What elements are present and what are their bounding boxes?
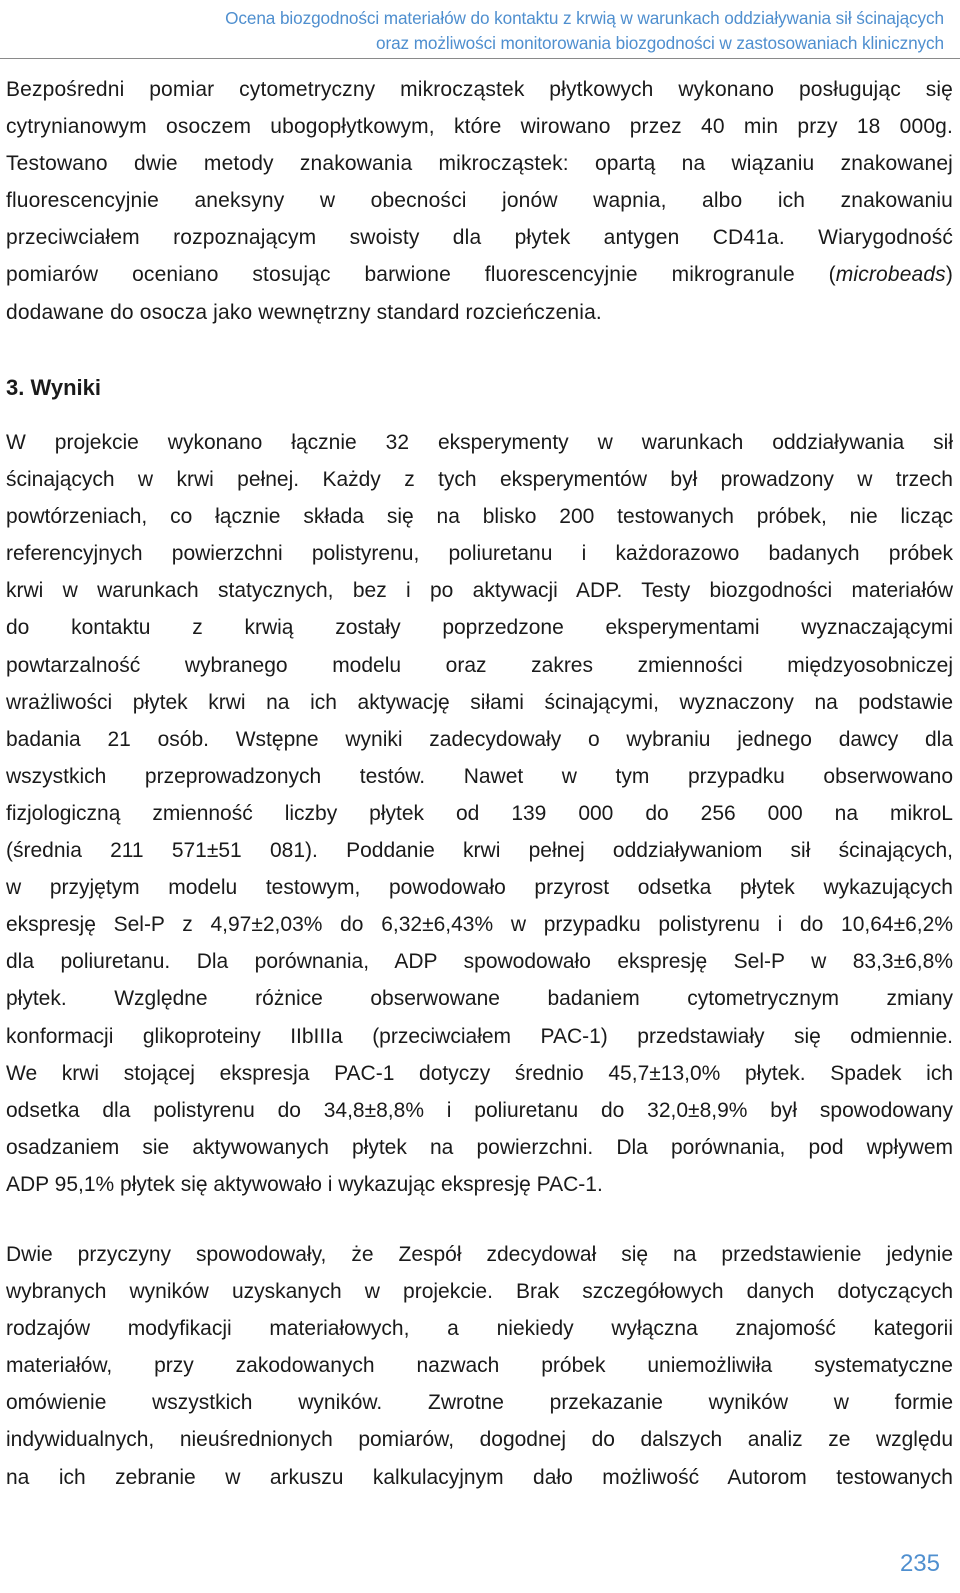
text-line: We krwi stojącej ekspresja PAC-1 dotyczy średnio 45,7±13,0% płytek. Spadek ich — [6, 1061, 953, 1085]
text-line: (średnia 211 571±51 081). Poddanie krwi pełnej oddziaływaniom sił ścinających, — [6, 839, 953, 863]
text-line: przeciwciałem rozpoznającym swoisty dla płytek antygen CD41a. Wiarygodność — [6, 226, 953, 250]
text-line: ADP 95,1% płytek się aktywowało i wykazując ekspresję PAC-1. — [6, 1172, 603, 1196]
text-line: referencyjnych powierzchni polistyrenu, poliuretanu i każdorazowo badanych próbek — [6, 542, 953, 566]
text-line: W projekcie wykonano łącznie 32 eksperymenty w warunkach oddziaływania sił — [6, 431, 953, 454]
text-line: Dwie przyczyny spowodowały, że Zespół zdecydował się na przedstawienie jedynie — [6, 1243, 953, 1266]
running-header-line-2: oraz możliwości monitorowania biozgodności w zastosowaniach klinicznych — [376, 33, 944, 53]
text-line: krwi w warunkach statycznych, bez i po aktywacji ADP. Testy biozgodności materiałów — [6, 579, 953, 603]
paragraph-limitations — [6, 1236, 953, 1496]
text-line: wybranych wyników uzyskanych w projekcie. Brak szczegółowych danych dotyczących — [6, 1280, 953, 1304]
text-line: powtarzalność wybranego modelu oraz zakres zmienności międzyosobniczej — [6, 653, 953, 677]
text-line: fizjologiczną zmienność liczby płytek od 139 000 do 256 000 na mikroL — [6, 801, 953, 825]
text-line: ekspresję Sel-P z 4,97±2,03% do 6,32±6,43% w przypadku polistyrenu i do 10,64±6,2% — [6, 913, 953, 937]
text-line: badania 21 osób. Wstępne wyniki zadecydowały o wybraniu jednego dawcy dla — [6, 727, 953, 751]
text-line: omówienie wszystkich wyników. Zwrotne przekazanie wyników w formie — [6, 1391, 953, 1415]
text-line: dodawane do osocza jako wewnętrzny standard rozcieńczenia. — [6, 300, 602, 324]
text-line: do kontaktu z krwią zostały poprzedzone eksperymentami wyznaczającymi — [6, 616, 953, 640]
text-line: fluorescencyjnie aneksyny w obecności jonów wapnia, albo ich znakowaniu — [6, 189, 953, 213]
text-segment: ) — [945, 263, 953, 287]
running-header-line-1: Ocena biozgodności materiałów do kontaktu z krwią w warunkach oddziaływania sił ścinających — [225, 8, 944, 28]
text-line: indywidualnych, nieuśrednionych pomiarów, dogodnej do dalszych analiz ze względu — [6, 1428, 953, 1452]
text-line: płytek. Względne różnice obserwowane badaniem cytometrycznym zmiany — [6, 987, 953, 1011]
text-line: dla poliuretanu. Dla porównania, ADP spowodowało ekspresję Sel-P w 83,3±6,8% — [6, 950, 953, 974]
page-number: 235 — [899, 1550, 940, 1577]
text-line: wrażliwości płytek krwi na ich aktywację siłami ścinającymi, wyznaczony na podstawie — [6, 690, 953, 714]
text-line: wszystkich przeprowadzonych testów. Nawet w tym przypadku obserwowano — [6, 764, 953, 788]
header-divider — [0, 58, 960, 59]
section-heading: 3. Wyniki — [6, 375, 101, 400]
text-line: na ich zebranie w arkuszu kalkulacyjnym dało możliwość Autorom testowanych — [6, 1465, 953, 1489]
text-line: powtórzeniach, co łącznie składa się na blisko 200 testowanych próbek, nie licząc — [6, 505, 953, 529]
paragraph-results — [6, 424, 953, 1203]
running-header — [44, 6, 944, 56]
text-line: odsetka dla polistyrenu do 34,8±8,8% i poliuretanu do 32,0±8,9% był spowodowany — [6, 1098, 953, 1122]
text-line: ścinających w krwi pełnej. Każdy z tych eksperymentów był prowadzony w trzech — [6, 468, 953, 492]
text-line: osadzaniem sie aktywowanych płytek na powierzchni. Dla porównania, pod wpływem — [6, 1135, 953, 1159]
text-line: Testowano dwie metody znakowania mikrocząstek: opartą na wiązaniu znakowanej — [6, 152, 953, 176]
text-line: rodzajów modyfikacji materiałowych, a niekiedy wyłączna znajomość kategorii — [6, 1317, 953, 1341]
paragraph-methods-microparticles — [6, 71, 953, 331]
text-line — [6, 256, 953, 293]
italic-term: microbeads — [835, 263, 946, 287]
text-line: Bezpośredni pomiar cytometryczny mikrocząstek płytkowych wykonano posługując się — [6, 78, 953, 101]
text-line: cytrynianowym osoczem ubogopłytkowym, które wirowano przez 40 min przy 18 000g. — [6, 115, 953, 139]
text-line: materiałów, przy zakodowanych nazwach próbek uniemożliwiła systematyczne — [6, 1354, 953, 1378]
text-line: konformacji glikoproteiny IIbIIIa (przeciwciałem PAC-1) przedstawiały się odmiennie. — [6, 1024, 953, 1048]
text-segment: pomiarów oceniano stosując barwione fluorescencyjnie mikrogranule ( — [6, 263, 836, 287]
text-line: w przyjętym modelu testowym, powodowało przyrost odsetka płytek wykazujących — [6, 876, 953, 900]
